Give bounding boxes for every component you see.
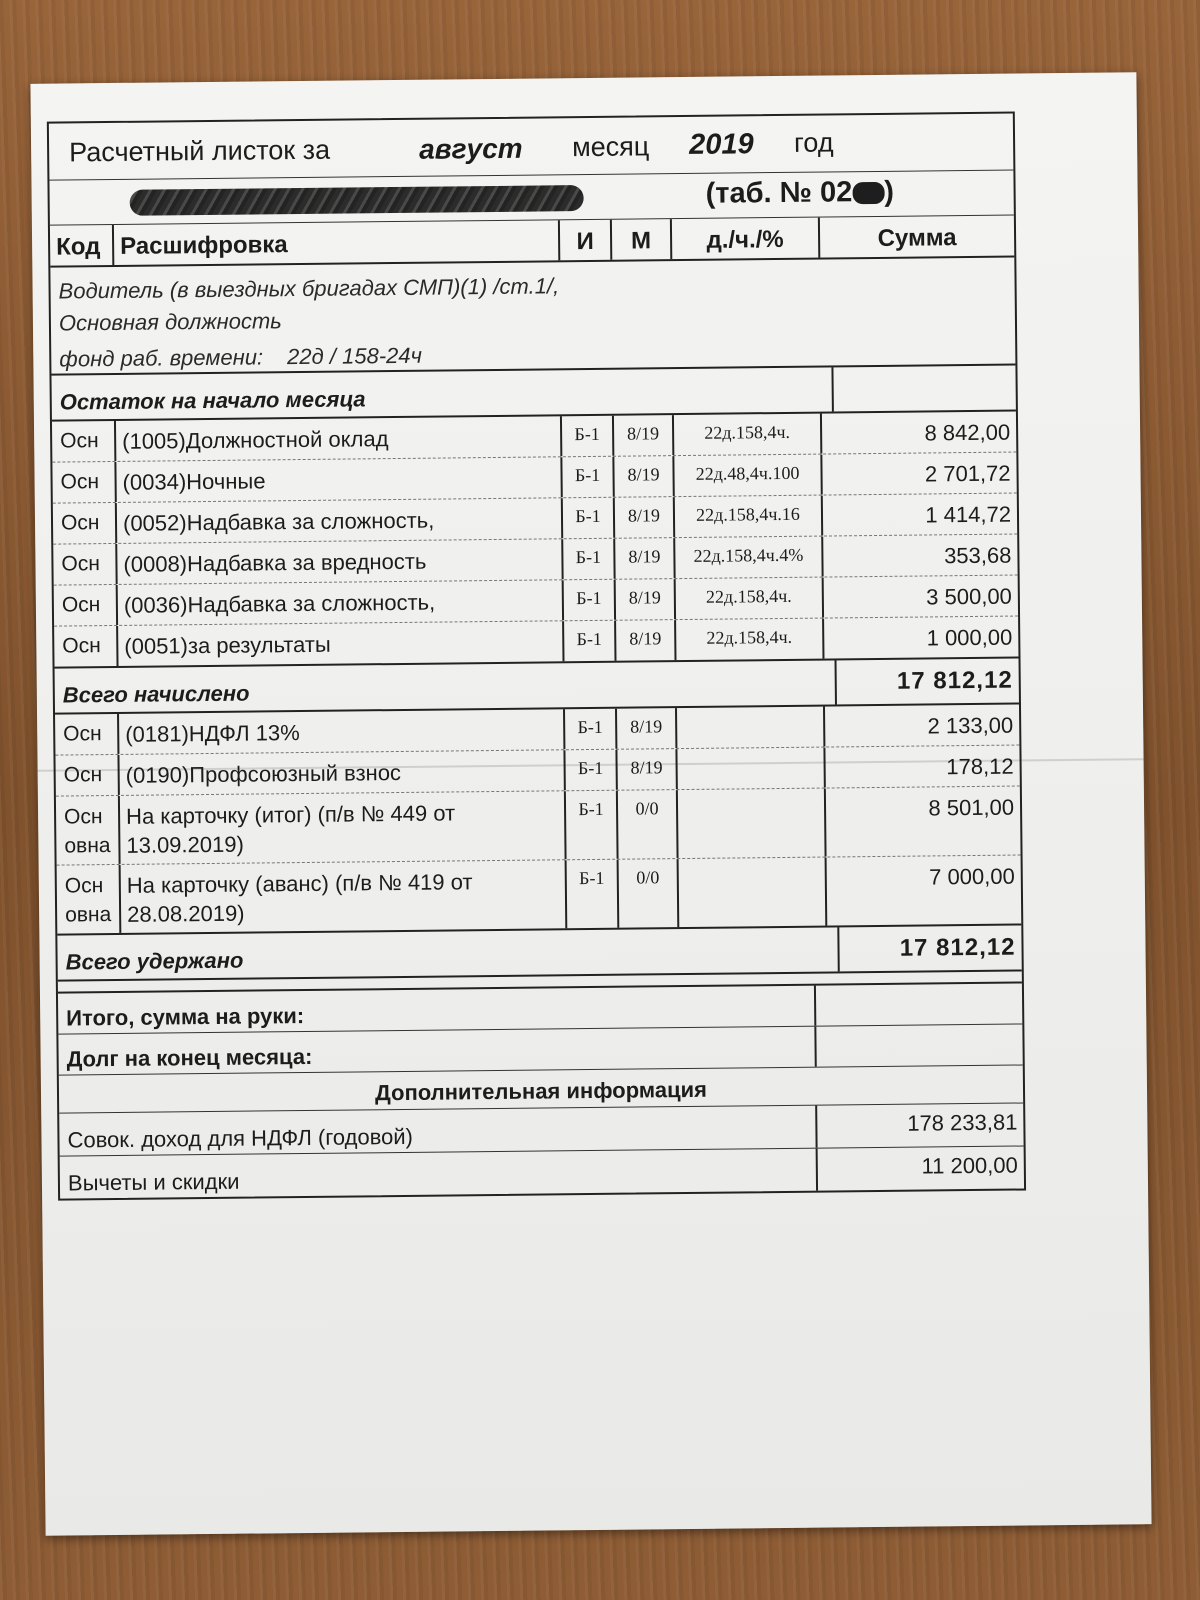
row-kod: Осн bbox=[53, 544, 117, 585]
tab-number: (таб. № 02 ) bbox=[705, 175, 895, 210]
payslip-table bbox=[47, 112, 1026, 1201]
row-desc-line-1: На карточку (итог) (п/в № 449 от bbox=[125, 800, 456, 829]
total-accrued-sum: 17 812,12 bbox=[896, 666, 1013, 695]
row-d bbox=[677, 748, 825, 790]
row-i: Б-1 bbox=[566, 791, 619, 860]
extra-info-title: Дополнительная информация bbox=[59, 1065, 1023, 1113]
row-d: 22д.158,4ч.16 bbox=[675, 496, 823, 538]
row-desc: (0052)Надбавка за сложность, bbox=[117, 498, 563, 543]
row-desc: (0181)НДФЛ 13% bbox=[119, 709, 565, 754]
row-sum: 8 501,00 bbox=[928, 794, 1015, 821]
table-row bbox=[56, 787, 1021, 866]
col-sum: Сумма bbox=[877, 224, 957, 252]
row-kod: Осн bbox=[55, 755, 119, 796]
row-m: 8/19 bbox=[617, 749, 677, 790]
position-line-2: Основная должность bbox=[58, 308, 282, 336]
deductions-list bbox=[55, 705, 1020, 797]
row-i: Б-1 bbox=[562, 416, 614, 457]
row-desc: (1005)Должностной оклад bbox=[116, 416, 562, 461]
tax-deductions-row bbox=[60, 1146, 1024, 1198]
col-m: М bbox=[612, 219, 672, 260]
title-year: 2019 bbox=[688, 128, 754, 161]
debt-label: Долг на конец месяца: bbox=[58, 1027, 816, 1075]
row-sum: 2 701,72 bbox=[924, 460, 1011, 487]
row-m: 8/19 bbox=[616, 620, 676, 661]
tax-deductions-label: Вычеты и скидки bbox=[60, 1149, 818, 1199]
row-d: 22д.48,4ч.100 bbox=[674, 455, 822, 497]
row-d: 22д.158,4ч. bbox=[674, 414, 822, 456]
row-kod: Осн bbox=[54, 585, 118, 626]
row-kod: Осн bbox=[52, 421, 116, 462]
row-kod: Осн bbox=[53, 503, 117, 544]
row-i: Б-1 bbox=[565, 750, 617, 791]
row-kod bbox=[57, 865, 122, 934]
payments-list bbox=[56, 787, 1021, 936]
row-kod-line-1: Осн bbox=[64, 874, 104, 898]
total-withheld-sum: 17 812,12 bbox=[899, 933, 1016, 962]
row-d: 22д.158,4ч. bbox=[676, 619, 824, 661]
row-d bbox=[679, 858, 828, 928]
row-kod bbox=[56, 796, 121, 865]
tax-deductions-value: 11 200,00 bbox=[921, 1152, 1018, 1179]
row-m: 8/19 bbox=[615, 497, 675, 538]
annual-income-label: Совок. доход для НДФЛ (годовой) bbox=[59, 1106, 817, 1156]
row-desc: (0008)Надбавка за вредность bbox=[117, 539, 563, 584]
row-desc: (0190)Профсоюзный взнос bbox=[119, 750, 565, 795]
row-i: Б-1 bbox=[564, 580, 616, 621]
position-line-1: Водитель (в выездных бригадах СМП)(1) /ст.1/, bbox=[58, 273, 560, 304]
table-row bbox=[57, 856, 1022, 936]
row-sum: 1 414,72 bbox=[925, 501, 1012, 528]
row-kod: Осн bbox=[54, 626, 118, 667]
work-fund-line: фонд раб. времени: 22д / 158-24ч bbox=[59, 342, 423, 372]
row-m: 8/19 bbox=[615, 538, 675, 579]
row-i: Б-1 bbox=[565, 709, 617, 750]
row-kod: Осн bbox=[55, 714, 119, 755]
row-m: 0/0 bbox=[618, 790, 679, 859]
total-accrued-label: Всего начислено bbox=[55, 660, 837, 712]
row-sum: 178,12 bbox=[946, 753, 1014, 780]
accruals-list bbox=[52, 412, 1019, 669]
row-sum: 7 000,00 bbox=[929, 863, 1015, 890]
opening-balance-sum bbox=[833, 366, 1015, 412]
row-m: 8/19 bbox=[614, 415, 674, 456]
net-pay-label: Итого, сумма на руки: bbox=[58, 986, 816, 1034]
row-sum: 3 500,00 bbox=[926, 583, 1012, 610]
row-sum: 1 000,00 bbox=[926, 624, 1013, 651]
row-desc: (0051)за результаты bbox=[118, 621, 564, 666]
row-i: Б-1 bbox=[562, 457, 614, 498]
row-sum: 8 842,00 bbox=[924, 419, 1011, 446]
row-m: 8/19 bbox=[614, 456, 674, 497]
row-desc-line-1: На карточку (аванс) (п/в № 419 от bbox=[126, 869, 473, 898]
redacted-tab-digits bbox=[852, 182, 884, 204]
row-d: 22д.158,4ч.4% bbox=[675, 537, 823, 579]
annual-income-value: 178 233,81 bbox=[907, 1109, 1018, 1136]
row-m: 0/0 bbox=[619, 859, 680, 928]
opening-balance-label: Остаток на начало месяца bbox=[51, 367, 833, 419]
row-sum: 2 133,00 bbox=[927, 712, 1014, 739]
payslip-paper bbox=[30, 72, 1151, 1536]
row-desc: (0034)Ночные bbox=[116, 457, 562, 502]
row-m: 8/19 bbox=[617, 708, 677, 749]
redacted-employee-name bbox=[130, 185, 584, 216]
title-prefix: Расчетный листок за bbox=[68, 134, 331, 168]
col-desc: Расшифровка bbox=[114, 220, 560, 265]
row-kod: Осн bbox=[52, 462, 116, 503]
row-desc bbox=[121, 860, 568, 933]
row-kod-line-2: овна bbox=[65, 903, 112, 927]
debt-value bbox=[816, 1024, 1022, 1066]
col-d: д./ч./% bbox=[672, 218, 820, 260]
row-i: Б-1 bbox=[564, 621, 616, 662]
row-d: 22д.158,4ч. bbox=[676, 578, 824, 620]
net-pay-value bbox=[816, 983, 1022, 1025]
row-d bbox=[677, 707, 825, 749]
position-block bbox=[50, 258, 1015, 376]
row-i: Б-1 bbox=[563, 498, 615, 539]
row-desc: (0036)Надбавка за сложность, bbox=[118, 580, 564, 625]
row-desc-line-2: 28.08.2019) bbox=[126, 900, 245, 927]
col-i: И bbox=[560, 220, 612, 261]
title-month: август bbox=[418, 132, 523, 165]
row-desc-line-2: 13.09.2019) bbox=[126, 831, 244, 858]
total-withheld-label: Всего удержано bbox=[57, 927, 839, 979]
title-year-word: год bbox=[793, 127, 834, 158]
row-kod-line-1: Осн bbox=[63, 805, 103, 829]
row-i: Б-1 bbox=[567, 860, 620, 929]
title-month-word: месяц bbox=[571, 131, 650, 163]
col-kod: Код bbox=[50, 225, 114, 266]
title-row bbox=[49, 114, 1014, 181]
row-sum: 353,68 bbox=[943, 542, 1012, 569]
row-i: Б-1 bbox=[563, 539, 615, 580]
row-desc bbox=[120, 791, 567, 864]
row-kod-line-2: овна bbox=[64, 834, 111, 858]
row-m: 8/19 bbox=[616, 579, 676, 620]
row-d bbox=[678, 789, 827, 859]
